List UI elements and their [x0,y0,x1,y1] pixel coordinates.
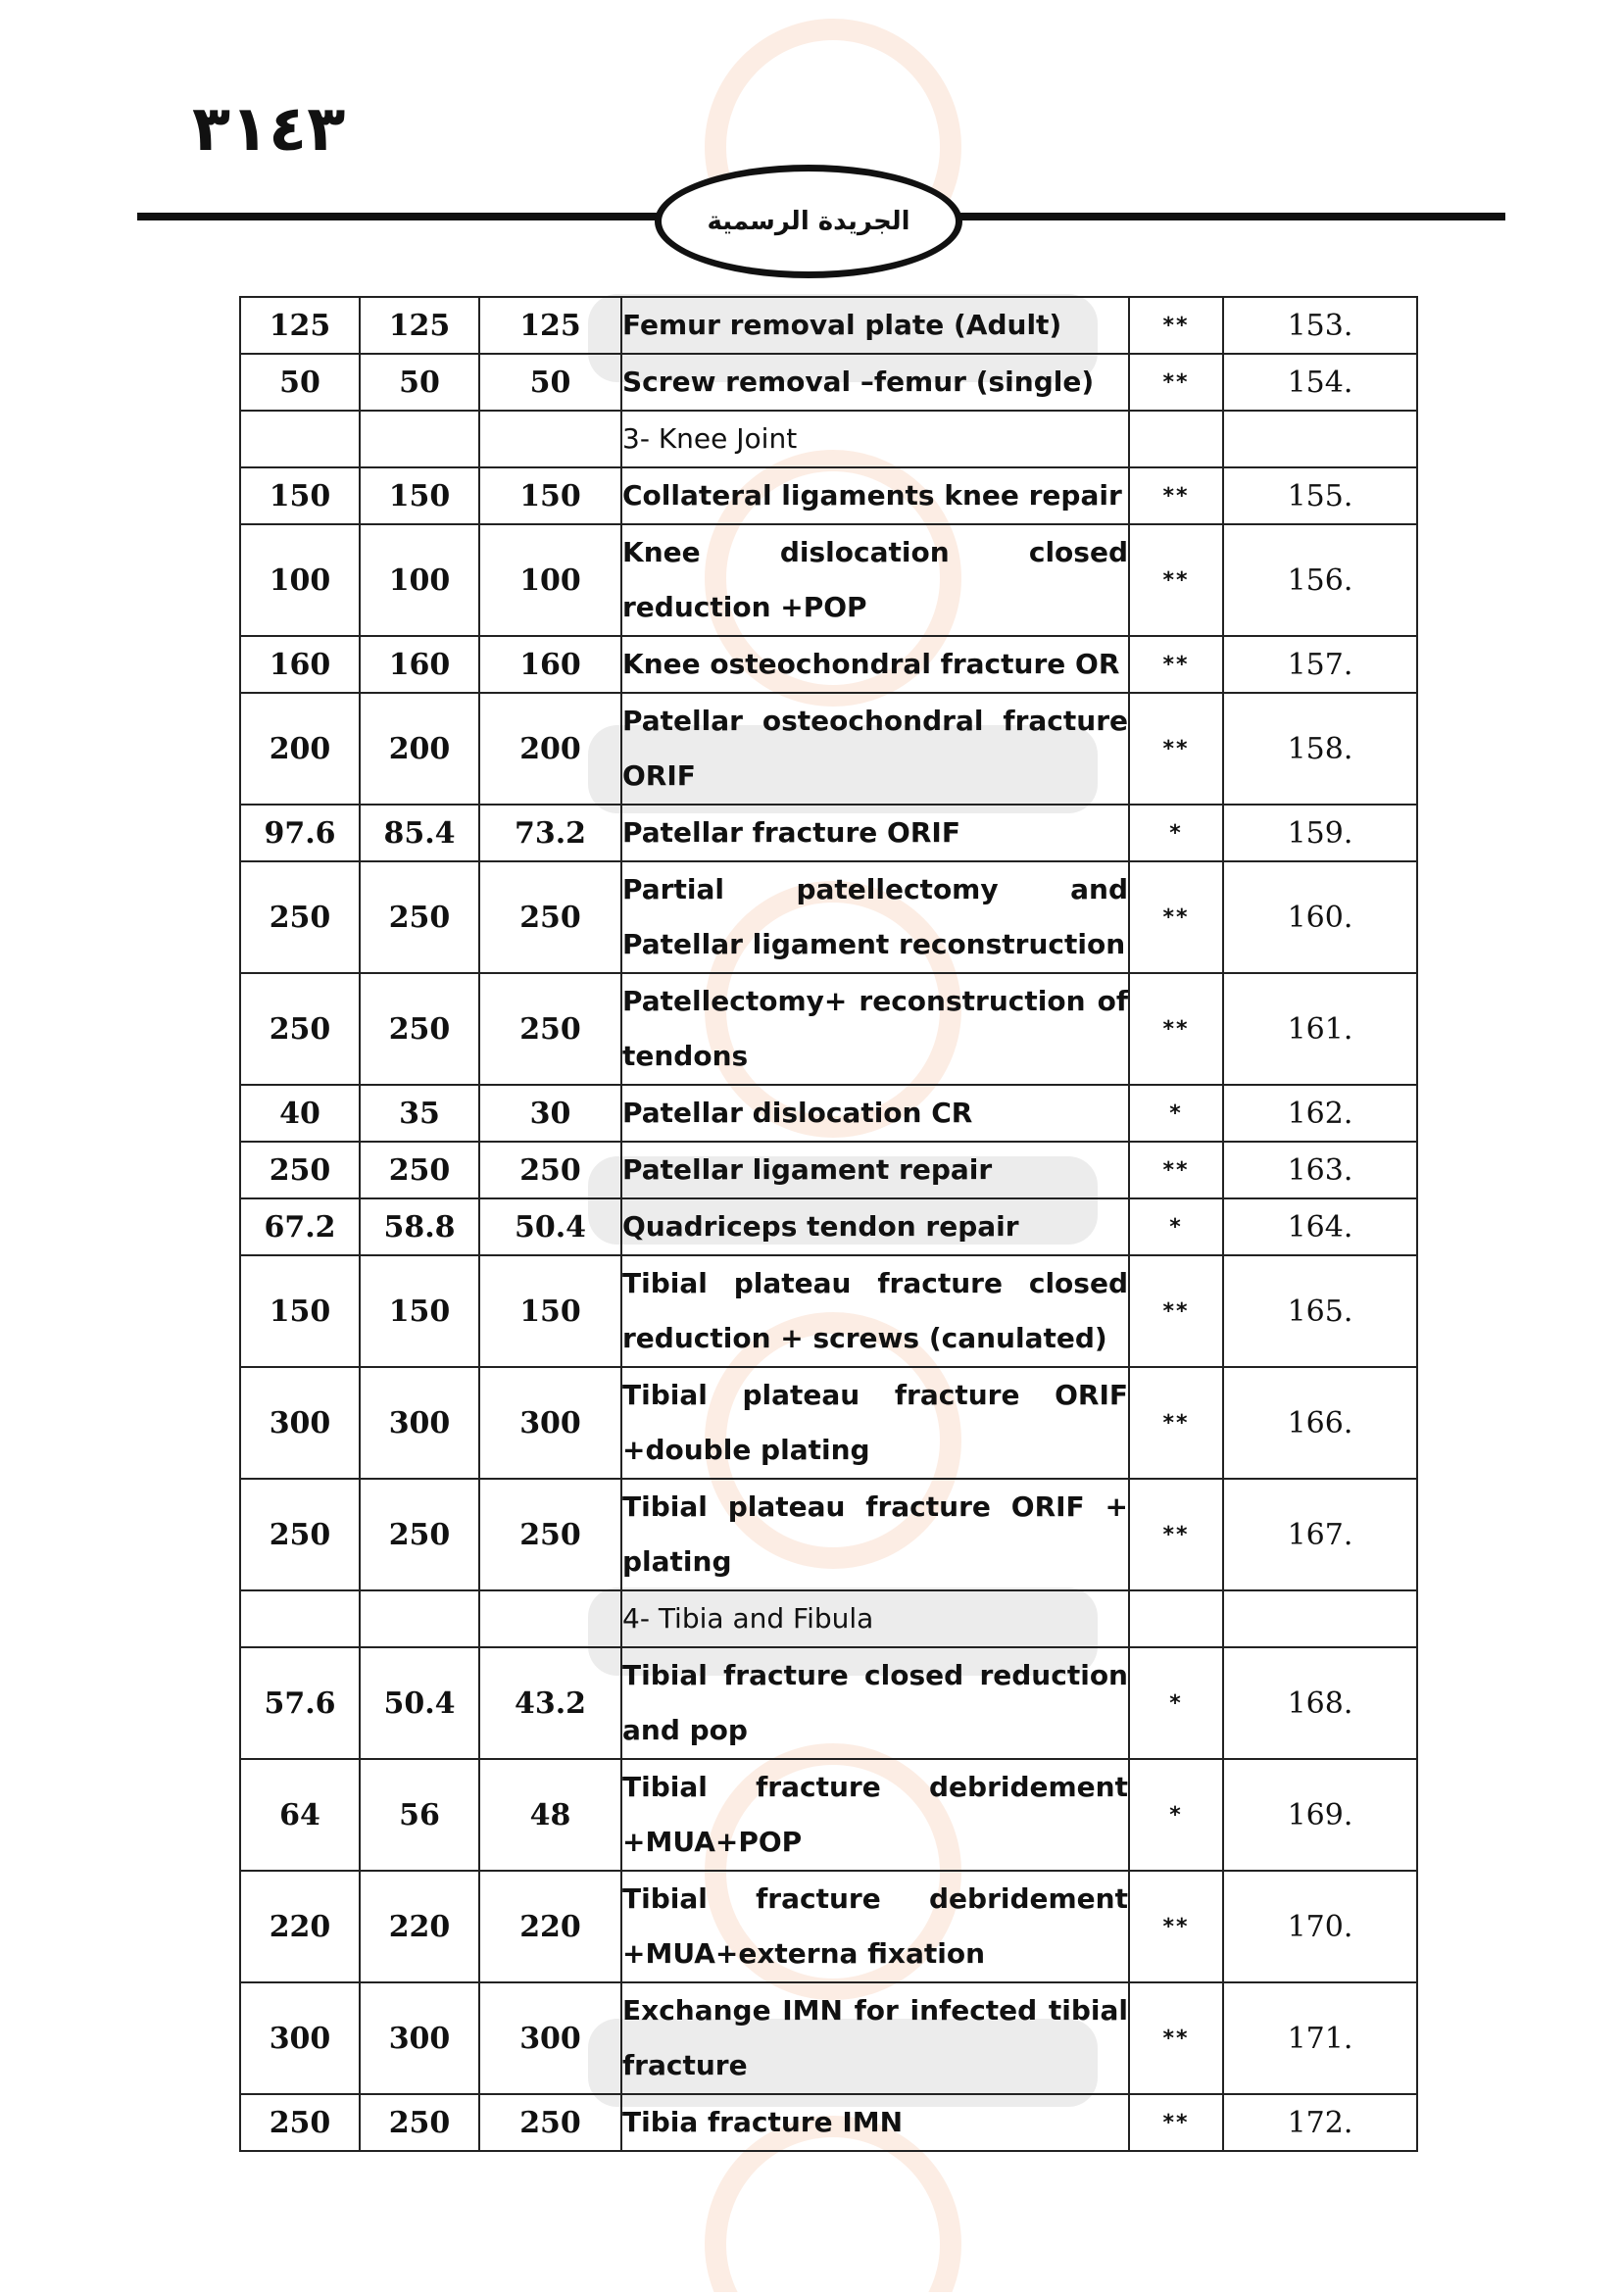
item-number: 165. [1223,1255,1417,1367]
procedure-description: Exchange IMN for infected tibial fracture [621,1982,1129,2094]
procedure-description: Quadriceps tendon repair [621,1198,1129,1255]
fee-cell-1: 250 [240,973,360,1085]
fee-cell-3: 250 [479,2094,621,2151]
fee-cell-1: 150 [240,1255,360,1367]
fee-cell-3: 150 [479,467,621,524]
table-row [240,354,1417,411]
fee-cell-2: 50.4 [360,1647,479,1759]
procedure-description: Tibial fracture debridement +MUA+POP [621,1759,1129,1871]
category-stars: ** [1129,861,1223,973]
fee-cell-2 [360,1590,479,1647]
category-stars: ** [1129,973,1223,1085]
category-stars: ** [1129,1982,1223,2094]
table-row [240,1255,1417,1367]
item-number [1223,411,1417,467]
category-stars: ** [1129,693,1223,805]
procedure-description: Tibial plateau fracture ORIF +double plating [621,1367,1129,1479]
procedure-description: Knee osteochondral fracture OR [621,636,1129,693]
fee-cell-2: 56 [360,1759,479,1871]
fee-cell-3: 250 [479,1479,621,1590]
table-row [240,1367,1417,1479]
fee-cell-3: 100 [479,524,621,636]
table-row [240,636,1417,693]
table-row [240,1142,1417,1198]
fee-cell-3 [479,411,621,467]
fee-cell-3: 300 [479,1982,621,2094]
fee-cell-3: 150 [479,1255,621,1367]
fee-cell-2: 150 [360,467,479,524]
fee-cell-1: 300 [240,1367,360,1479]
fee-cell-2: 250 [360,1479,479,1590]
category-stars: ** [1129,636,1223,693]
section-row [240,411,1417,467]
procedure-description: Collateral ligaments knee repair [621,467,1129,524]
table-row [240,1982,1417,2094]
item-number: 168. [1223,1647,1417,1759]
procedure-description: Patellar ligament repair [621,1142,1129,1198]
fee-cell-1: 220 [240,1871,360,1982]
fee-cell-1: 200 [240,693,360,805]
fee-cell-3: 250 [479,973,621,1085]
procedure-description: Knee dislocation closed reduction +POP [621,524,1129,636]
fee-cell-1: 250 [240,1142,360,1198]
fee-cell-2: 250 [360,1142,479,1198]
item-number: 172. [1223,2094,1417,2151]
fee-cell-3: 50.4 [479,1198,621,1255]
fee-cell-2: 35 [360,1085,479,1142]
table-row [240,1198,1417,1255]
item-number: 163. [1223,1142,1417,1198]
fee-cell-3: 48 [479,1759,621,1871]
fee-cell-3: 200 [479,693,621,805]
category-stars: ** [1129,1479,1223,1590]
table-row [240,1479,1417,1590]
section-heading: 4- Tibia and Fibula [621,1590,1129,1647]
fee-cell-2: 125 [360,297,479,354]
item-number: 159. [1223,805,1417,861]
fee-cell-2 [360,411,479,467]
table-row [240,861,1417,973]
fee-cell-1: 50 [240,354,360,411]
fee-cell-1 [240,411,360,467]
table-row [240,693,1417,805]
procedure-description: Tibia fracture IMN [621,2094,1129,2151]
category-stars: * [1129,805,1223,861]
fee-cell-3 [479,1590,621,1647]
fee-cell-3: 125 [479,297,621,354]
item-number: 160. [1223,861,1417,973]
fee-cell-2: 250 [360,973,479,1085]
item-number: 167. [1223,1479,1417,1590]
procedure-description: Tibial plateau fracture closed reduction + screws (canulated) [621,1255,1129,1367]
fee-cell-3: 300 [479,1367,621,1479]
fee-cell-1: 40 [240,1085,360,1142]
table-row [240,524,1417,636]
item-number: 169. [1223,1759,1417,1871]
fee-cell-1: 67.2 [240,1198,360,1255]
fee-cell-3: 73.2 [479,805,621,861]
category-stars: * [1129,1647,1223,1759]
procedure-description: Patellar fracture ORIF [621,805,1129,861]
fee-cell-3: 250 [479,861,621,973]
table-row [240,1759,1417,1871]
fee-cell-1: 160 [240,636,360,693]
table-row [240,297,1417,354]
category-stars: * [1129,1085,1223,1142]
category-stars: ** [1129,524,1223,636]
item-number: 158. [1223,693,1417,805]
fee-cell-1: 100 [240,524,360,636]
category-stars: * [1129,1759,1223,1871]
table-row [240,2094,1417,2151]
table-row [240,973,1417,1085]
item-number: 166. [1223,1367,1417,1479]
gazette-emblem [655,165,962,278]
section-heading: 3- Knee Joint [621,411,1129,467]
procedure-description: Patellar dislocation CR [621,1085,1129,1142]
fees-table [239,296,1418,2152]
category-stars: ** [1129,297,1223,354]
procedure-description: Tibial plateau fracture ORIF + plating [621,1479,1129,1590]
fee-cell-2: 100 [360,524,479,636]
table-row [240,1647,1417,1759]
fee-cell-2: 150 [360,1255,479,1367]
fee-cell-1: 250 [240,2094,360,2151]
item-number: 171. [1223,1982,1417,2094]
fee-cell-1: 150 [240,467,360,524]
table-row [240,805,1417,861]
procedure-description: Tibial fracture closed reduction and pop [621,1647,1129,1759]
category-stars: ** [1129,467,1223,524]
item-number: 170. [1223,1871,1417,1982]
fee-cell-1: 125 [240,297,360,354]
section-row [240,1590,1417,1647]
gazette-title: الجريدة الرسمية [707,207,910,236]
item-number: 156. [1223,524,1417,636]
fee-cell-2: 300 [360,1367,479,1479]
fee-cell-1 [240,1590,360,1647]
item-number: 161. [1223,973,1417,1085]
item-number: 154. [1223,354,1417,411]
item-number: 155. [1223,467,1417,524]
fee-cell-3: 43.2 [479,1647,621,1759]
item-number: 153. [1223,297,1417,354]
fee-cell-1: 250 [240,861,360,973]
item-number: 157. [1223,636,1417,693]
table-row [240,1085,1417,1142]
category-stars: ** [1129,1142,1223,1198]
fee-cell-2: 250 [360,2094,479,2151]
fee-cell-3: 160 [479,636,621,693]
category-stars: * [1129,1198,1223,1255]
fee-cell-2: 250 [360,861,479,973]
procedure-description: Tibial fracture debridement +MUA+externa fixation [621,1871,1129,1982]
procedure-description: Patellar osteochondral fracture ORIF [621,693,1129,805]
page-number: ٣١٤٣ [192,93,346,166]
fee-cell-1: 57.6 [240,1647,360,1759]
category-stars [1129,1590,1223,1647]
fee-cell-2: 85.4 [360,805,479,861]
fee-cell-1: 300 [240,1982,360,2094]
fee-cell-2: 220 [360,1871,479,1982]
fee-cell-3: 250 [479,1142,621,1198]
fee-cell-1: 97.6 [240,805,360,861]
fee-cell-1: 250 [240,1479,360,1590]
fee-cell-1: 64 [240,1759,360,1871]
category-stars: ** [1129,1367,1223,1479]
fee-cell-2: 50 [360,354,479,411]
table-row [240,1871,1417,1982]
category-stars: ** [1129,1255,1223,1367]
fee-cell-2: 160 [360,636,479,693]
item-number [1223,1590,1417,1647]
fee-cell-2: 58.8 [360,1198,479,1255]
category-stars [1129,411,1223,467]
fee-cell-2: 200 [360,693,479,805]
category-stars: ** [1129,354,1223,411]
item-number: 162. [1223,1085,1417,1142]
fee-cell-2: 300 [360,1982,479,2094]
procedure-description: Screw removal –femur (single) [621,354,1129,411]
fees-table-body [240,297,1417,2151]
category-stars: ** [1129,2094,1223,2151]
fee-cell-3: 50 [479,354,621,411]
fee-cell-3: 30 [479,1085,621,1142]
procedure-description: Femur removal plate (Adult) [621,297,1129,354]
category-stars: ** [1129,1871,1223,1982]
table-row [240,467,1417,524]
procedure-description: Partial patellectomy and Patellar ligament reconstruction [621,861,1129,973]
item-number: 164. [1223,1198,1417,1255]
procedure-description: Patellectomy+ reconstruction of tendons [621,973,1129,1085]
fee-cell-3: 220 [479,1871,621,1982]
